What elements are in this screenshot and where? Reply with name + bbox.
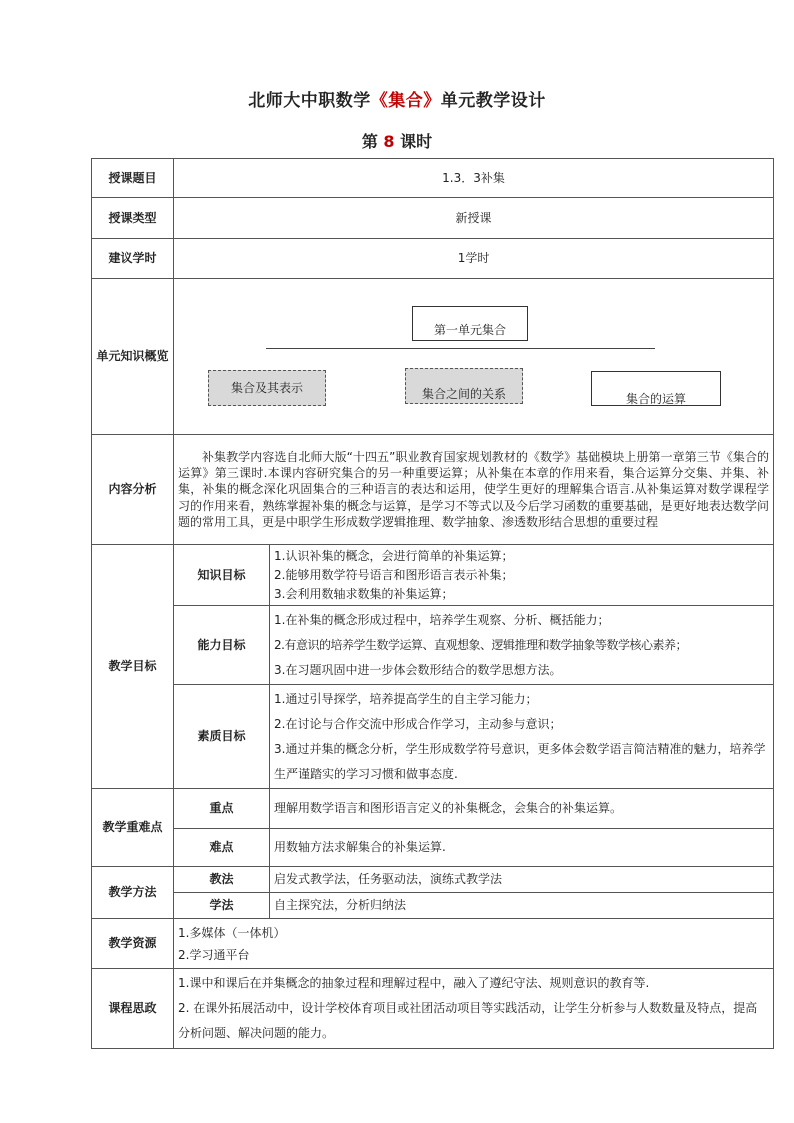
key-points-label: 教学重难点 (92, 789, 174, 867)
list-item: 2.在讨论与合作交流中形成合作学习，主动参与意识； (274, 716, 562, 731)
knowledge-goals-label: 知识目标 (174, 545, 270, 606)
lesson-plan-table (91, 158, 774, 1049)
analysis-label: 内容分析 (92, 435, 174, 545)
sets-operations-box: 集合的运算 (591, 371, 721, 406)
row-topic (92, 159, 774, 198)
row-hours (92, 239, 774, 279)
ideology-list (174, 969, 774, 1049)
row-ability-goals (92, 606, 774, 685)
list-item: 1.认识补集的概念，会进行简单的补集运算； (274, 548, 514, 563)
row-knowledge-goals (92, 545, 774, 606)
list-item: 3.会利用数轴求数集的补集运算； (274, 586, 454, 601)
goals-label: 教学目标 (92, 545, 174, 789)
row-quality-goals (92, 685, 774, 789)
row-resources (92, 919, 774, 969)
overview-diagram-cell (174, 279, 774, 435)
row-overview (92, 279, 774, 435)
list-item: 2.能够用数学符号语言和图形语言表示补集； (274, 567, 514, 582)
quality-goals-label: 素质目标 (174, 685, 270, 789)
teach-method-text: 启发式教学法，任务驱动法，演练式教学法 (270, 867, 774, 893)
unit-box: 第一单元集合 (412, 306, 528, 341)
list-item: 1.多媒体（一体机） (178, 925, 286, 940)
quality-goals-list (270, 685, 774, 789)
learn-method-text: 自主探究法，分析归纳法 (270, 893, 774, 919)
list-item: 2. 在课外拓展活动中，设计学校体育项目或社团活动项目等实践活动，让学生分析参与人数数量及特点，提高分析问题、解决问题的能力。 (178, 1001, 758, 1040)
row-analysis (92, 435, 774, 545)
row-difficulty (92, 829, 774, 867)
difficulty-label: 难点 (174, 829, 270, 867)
row-focus (92, 789, 774, 829)
ability-goals-label: 能力目标 (174, 606, 270, 685)
list-item: 3.通过并集的概念分析，学生形成数学符号意识，更多体会数学语言简洁精准的魅力，培养学生严谨踏实的学习习惯和做事态度. (274, 741, 766, 781)
focus-text: 理解用数学语言和图形语言定义的补集概念，会集合的补集运算。 (270, 789, 774, 829)
list-item: 1.在补集的概念形成过程中，培养学生观察、分析、概括能力； (274, 612, 610, 627)
title-highlight: 《集合》 (370, 91, 441, 111)
methods-label: 教学方法 (92, 867, 174, 919)
sets-representation-box: 集合及其表示 (208, 370, 326, 406)
sets-relations-box: 集合之间的关系 (405, 368, 523, 404)
type-label: 授课类型 (92, 198, 174, 239)
ability-goals-list (270, 606, 774, 685)
overview-label: 单元知识概览 (92, 279, 174, 435)
document-title: 北师大中职数学《集合》单元教学设计 (248, 91, 546, 111)
topic-value: 1.3．3补集 (174, 159, 774, 198)
diagram-divider (266, 348, 655, 349)
knowledge-goals-list (270, 545, 774, 606)
difficulty-text: 用数轴方法求解集合的补集运算. (270, 829, 774, 867)
row-type (92, 198, 774, 239)
list-item: 1.通过引导探学，培养提高学生的自主学习能力； (274, 691, 538, 706)
teach-method-label: 教法 (174, 867, 270, 893)
resources-list (174, 919, 774, 969)
lesson-number-heading: 第 8 课时 (361, 132, 433, 151)
ideology-label: 课程思政 (92, 969, 174, 1049)
resources-label: 教学资源 (92, 919, 174, 969)
topic-label: 授课题目 (92, 159, 174, 198)
list-item: 2.学习通平台 (178, 947, 250, 962)
list-item: 3.在习题巩固中进一步体会数形结合的数学思想方法。 (274, 662, 562, 677)
learn-method-label: 学法 (174, 893, 270, 919)
analysis-text: 补集教学内容选自北师大版“十四五”职业教育国家规划教材的《数学》基础模块上册第一章第三节《集合的运算》第三课时.本课内容研究集合的另一种重要运算；从补集在本章的作用来看，集合运算分交集、并集、补集，补集的概念深化巩固集合的三种语言的表达和运用，使学生更好的理解集合语言.从补集运算对数学课程学习的作用来看，熟练掌握补集的概念与运算，是学习不等式以及今后学习函数的重要基础，是更好地表达数学问题的常用工具，更是中职学生形成数学逻辑推理、数学抽象、渗透数形结合思想的重要过程 (174, 435, 774, 545)
unit-diagram (174, 282, 773, 432)
row-ideology (92, 969, 774, 1049)
lesson-number: 8 (383, 132, 395, 151)
focus-label: 重点 (174, 789, 270, 829)
hours-label: 建议学时 (92, 239, 174, 279)
type-value: 新授课 (174, 198, 774, 239)
list-item: 1.课中和课后在并集概念的抽象过程和理解过程中，融入了遵纪守法、规则意识的教育等. (178, 976, 650, 990)
hours-value: 1学时 (174, 239, 774, 279)
row-learning-method (92, 893, 774, 919)
list-item: 2.有意识的培养学生数学运算、直观想象、逻辑推理和数学抽象等数学核心素养； (274, 637, 687, 652)
row-teaching-method (92, 867, 774, 893)
